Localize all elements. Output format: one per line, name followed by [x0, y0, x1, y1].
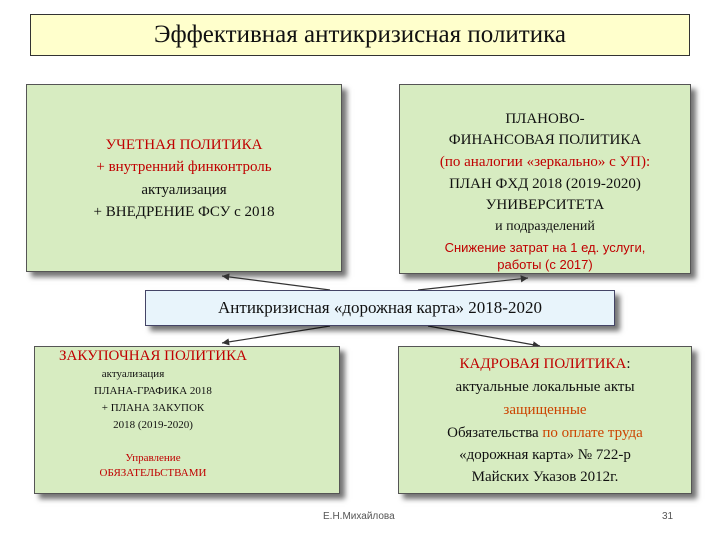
arrow-to-accounting — [222, 276, 330, 290]
procurement-line3: ПЛАНА-ГРАФИКА 2018 — [94, 385, 212, 397]
arrow-to-hr — [428, 326, 540, 346]
procurement-line6: Управление — [125, 452, 181, 464]
financial-policy-line6: и подразделений — [495, 219, 595, 234]
hr-policy-title-text: КАДРОВАЯ ПОЛИТИКА — [459, 356, 627, 372]
financial-policy-line4: ПЛАН ФХД 2018 (2019-2020) — [449, 176, 641, 192]
footer-author: Е.Н.Михайлова — [323, 511, 395, 522]
procurement-line4: + ПЛАНА ЗАКУПОК — [101, 402, 205, 414]
hr-policy-box — [398, 346, 692, 494]
accounting-policy-title: УЧЕТНАЯ ПОЛИТИКА — [105, 137, 263, 153]
procurement-policy-box — [34, 346, 340, 494]
procurement-line7: ОБЯЗАТЕЛЬСТВАМИ — [99, 467, 207, 479]
procurement-line5: 2018 (2019-2020) — [113, 419, 193, 431]
financial-policy-line2: ФИНАНСОВАЯ ПОЛИТИКА — [448, 132, 642, 148]
procurement-policy-title: ЗАКУПОЧНАЯ ПОЛИТИКА — [59, 348, 247, 364]
financial-policy-line8: работы (с 2017) — [497, 257, 593, 272]
financial-policy-line5: УНИВЕРСИТЕТА — [485, 197, 605, 213]
financial-policy-line3: (по аналогии «зеркально» с УП): — [439, 154, 651, 170]
arrow-to-procurement — [222, 326, 330, 343]
accounting-policy-line4: + ВНЕДРЕНИЕ ФСУ с 2018 — [93, 204, 275, 220]
roadmap-box — [145, 290, 615, 326]
accounting-policy-line2: + внутренний финконтроль — [96, 159, 272, 175]
page-title: Эффективная антикризисная политика — [154, 21, 566, 48]
hr-line3: защищенные — [503, 402, 587, 418]
hr-line2: актуальные локальные акты — [455, 379, 635, 395]
hr-policy-title: КАДРОВАЯ ПОЛИТИКА: — [459, 356, 631, 372]
financial-policy-line1: ПЛАНОВО- — [505, 111, 585, 127]
hr-line5: «дорожная карта» № 722-р — [459, 447, 631, 463]
procurement-line2: актуализация — [101, 368, 165, 380]
accounting-policy-line3: актуализация — [141, 182, 227, 198]
roadmap-label: Антикризисная «дорожная карта» 2018-2020 — [218, 298, 542, 317]
arrow-to-financial — [418, 278, 528, 290]
hr-line6: Майских Указов 2012г. — [471, 469, 619, 485]
financial-policy-line7: Снижение затрат на 1 ед. услуги, — [444, 240, 646, 255]
footer-page-number: 31 — [662, 511, 674, 522]
hr-line4: Обязательства по оплате труда — [447, 425, 643, 441]
